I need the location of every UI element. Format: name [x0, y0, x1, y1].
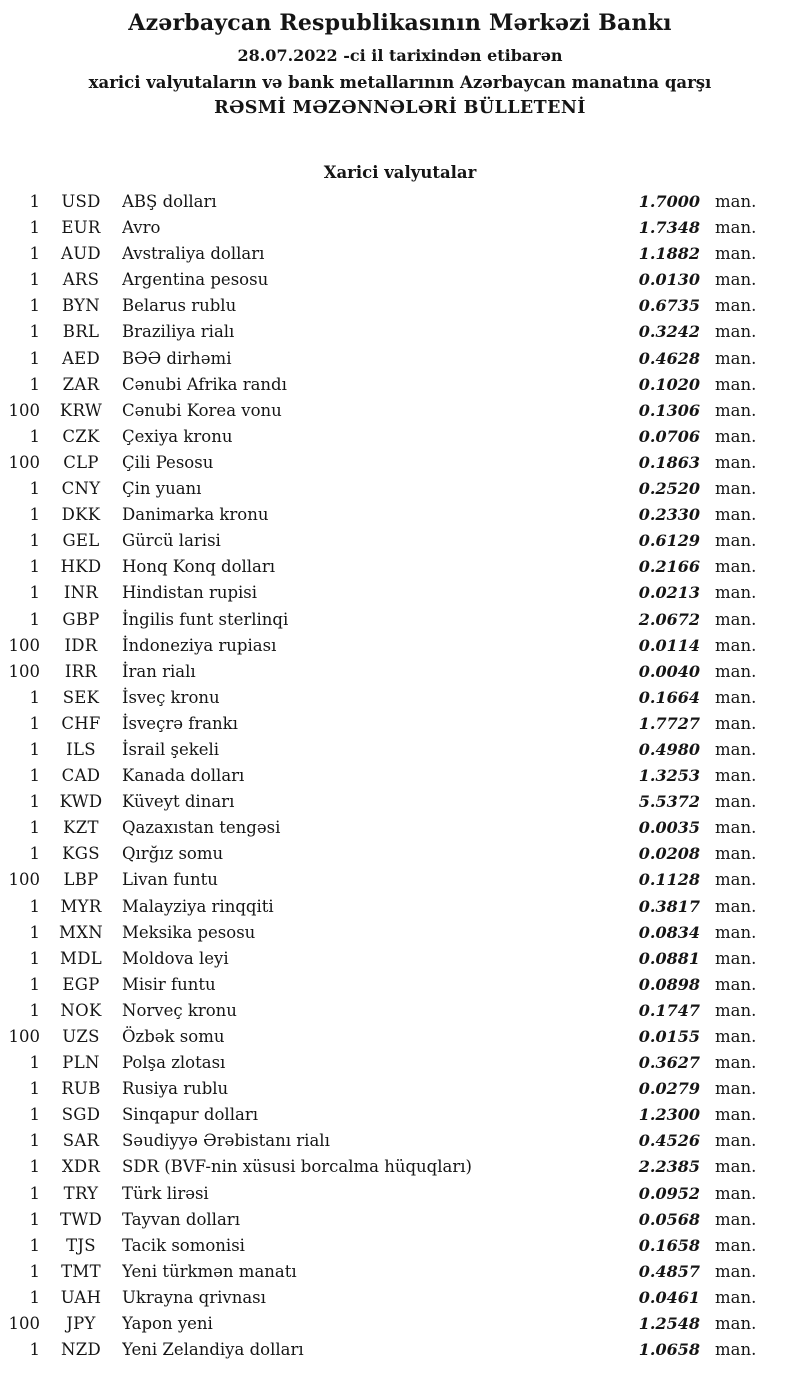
- currency-name: Səudiyyə Ərəbistanı rialı: [122, 1131, 330, 1151]
- currency-quantity: 1: [29, 844, 40, 864]
- currency-name: Çili Pesosu: [122, 452, 214, 472]
- currency-quantity: 1: [29, 1053, 40, 1073]
- currency-quantity: 1: [29, 1000, 40, 1020]
- currency-quantity: 1: [29, 1287, 40, 1307]
- currency-code: HKD: [60, 557, 102, 577]
- document-header: [0, 0, 800, 120]
- currency-name: ABŞ dolları: [122, 192, 217, 211]
- table-row: [0, 241, 770, 267]
- currency-code: ILS: [66, 739, 96, 759]
- currency-unit: man.: [715, 192, 757, 211]
- currency-name: Belarus rublu: [122, 296, 237, 316]
- table-row: [0, 998, 770, 1024]
- currency-rate: 0.0035: [638, 818, 700, 838]
- currency-quantity: 1: [29, 218, 40, 238]
- table-row: [0, 1076, 770, 1102]
- table-row: [0, 476, 770, 502]
- currency-rate: 1.7348: [638, 218, 700, 238]
- currency-code: AED: [61, 348, 101, 368]
- table-row: [0, 189, 770, 215]
- currency-name: Ukrayna qrivnası: [122, 1287, 266, 1307]
- currency-rate: 1.2548: [638, 1314, 700, 1334]
- table-row: [0, 633, 770, 659]
- currency-quantity: 1: [29, 792, 40, 812]
- currency-name: Rusiya rublu: [122, 1079, 229, 1099]
- currency-rate: 0.2330: [638, 505, 700, 525]
- table-row: [0, 267, 770, 293]
- currency-unit: man.: [715, 1287, 757, 1307]
- currency-code: TMT: [61, 1261, 101, 1281]
- currency-code: CLP: [63, 452, 99, 472]
- currency-quantity: 1: [29, 1183, 40, 1203]
- currency-code: SAR: [62, 1131, 100, 1151]
- currency-quantity: 100: [8, 400, 40, 420]
- currency-unit: man.: [715, 296, 757, 316]
- currency-rate: 0.0952: [638, 1183, 700, 1203]
- currency-unit: man.: [715, 1079, 757, 1099]
- currency-quantity: 100: [8, 1027, 40, 1046]
- currency-rate: 0.6735: [638, 296, 700, 316]
- currency-quantity: 100: [8, 1314, 40, 1334]
- currency-code: BYN: [61, 296, 101, 316]
- currency-name: Türk lirəsi: [122, 1183, 209, 1203]
- currency-rate: 1.7727: [638, 713, 700, 733]
- currency-code: NZD: [60, 1340, 102, 1360]
- currency-rate: 0.0130: [638, 270, 700, 290]
- currency-unit: man.: [715, 792, 757, 812]
- currency-rate: 1.2300: [638, 1105, 700, 1125]
- currency-name: Tayvan dolları: [122, 1209, 240, 1229]
- currency-code: SGD: [61, 1105, 101, 1125]
- currency-quantity: 1: [29, 1261, 40, 1281]
- currency-rate: 0.6129: [638, 531, 700, 551]
- table-row: [0, 711, 770, 737]
- currency-code: CAD: [61, 766, 101, 786]
- currency-rate: 0.0881: [638, 948, 700, 968]
- currency-quantity: 1: [29, 766, 40, 786]
- currency-name: Yeni türkmən manatı: [122, 1261, 297, 1281]
- currency-code: KGS: [62, 844, 100, 864]
- table-row: [0, 1102, 770, 1128]
- currency-unit: man.: [715, 1183, 757, 1203]
- currency-name: Polşa zlotası: [122, 1053, 226, 1073]
- currency-quantity: 1: [29, 1340, 40, 1360]
- currency-name: Cənubi Korea vonu: [122, 400, 282, 420]
- currency-rate: 0.0155: [638, 1027, 700, 1046]
- currency-quantity: 1: [29, 1157, 40, 1177]
- currency-name: BƏƏ dirhəmi: [122, 348, 232, 368]
- table-row: [0, 659, 770, 685]
- exchange-rates-table: [0, 189, 800, 1363]
- currency-name: İsveçrə frankı: [122, 713, 238, 733]
- currency-code: KRW: [59, 400, 103, 420]
- currency-quantity: 1: [29, 426, 40, 446]
- currency-unit: man.: [715, 426, 757, 446]
- currency-code: ZAR: [62, 374, 100, 394]
- currency-quantity: 100: [8, 635, 40, 655]
- currency-unit: man.: [715, 609, 757, 629]
- currency-code: TWD: [59, 1209, 103, 1229]
- currency-quantity: 1: [29, 818, 40, 838]
- currency-name: Çin yuanı: [122, 479, 202, 499]
- currency-code: LBP: [63, 870, 99, 890]
- currency-name: İngilis funt sterlinqi: [122, 609, 289, 629]
- currency-unit: man.: [715, 1000, 757, 1020]
- currency-quantity: 1: [29, 948, 40, 968]
- currency-rate: 0.3627: [638, 1053, 700, 1073]
- bank-name-title: Azərbaycan Respublikasının Mərkəzi Bankı: [128, 10, 672, 36]
- currency-name: Cənubi Afrika randı: [122, 374, 287, 394]
- table-row: [0, 1181, 770, 1207]
- currency-quantity: 1: [29, 922, 40, 942]
- currency-name: SDR (BVF-nin xüsusi borcalma hüquqları): [122, 1157, 472, 1177]
- currency-rate: 0.1747: [638, 1000, 700, 1020]
- table-row: [0, 1311, 770, 1337]
- currency-quantity: 1: [29, 609, 40, 629]
- currency-name: Malayziya rinqqiti: [122, 896, 274, 916]
- table-row: [0, 528, 770, 554]
- currency-name: İndoneziya rupiası: [122, 635, 277, 655]
- table-row: [0, 398, 770, 424]
- table-row: [0, 1050, 770, 1076]
- currency-rate: 0.2520: [638, 479, 700, 499]
- currency-unit: man.: [715, 1027, 757, 1046]
- currency-code: GBP: [62, 609, 100, 629]
- table-row: [0, 737, 770, 763]
- currency-rate: 0.1664: [638, 687, 700, 707]
- table-row: [0, 346, 770, 372]
- currency-code: GEL: [62, 531, 100, 551]
- currency-code: XDR: [61, 1157, 101, 1177]
- currency-unit: man.: [715, 661, 757, 681]
- currency-quantity: 100: [8, 661, 40, 681]
- currency-unit: man.: [715, 1235, 757, 1255]
- bulletin-subtitle: xarici valyutaların və bank metallarının Azərbaycan manatına qarşı: [88, 73, 712, 92]
- currency-unit: man.: [715, 922, 757, 942]
- currency-quantity: 1: [29, 505, 40, 525]
- currency-quantity: 1: [29, 1209, 40, 1229]
- currency-name: Sinqapur dolları: [122, 1105, 258, 1125]
- currency-rate: 2.2385: [638, 1157, 700, 1177]
- currency-unit: man.: [715, 1157, 757, 1177]
- currency-code: CNY: [61, 479, 101, 499]
- currency-unit: man.: [715, 635, 757, 655]
- currency-quantity: 100: [8, 452, 40, 472]
- currency-name: Tacik somonisi: [122, 1235, 245, 1255]
- currency-name: Küveyt dinarı: [122, 792, 235, 812]
- table-row: [0, 424, 770, 450]
- currency-code: SEK: [62, 687, 100, 707]
- table-row: [0, 1207, 770, 1233]
- effective-date-line: 28.07.2022 -ci il tarixindən etibarən: [237, 46, 563, 65]
- currency-name: Livan funtu: [122, 870, 218, 890]
- currency-code: DKK: [61, 505, 101, 525]
- table-row: [0, 867, 770, 893]
- currency-unit: man.: [715, 687, 757, 707]
- currency-quantity: 1: [29, 296, 40, 316]
- currency-unit: man.: [715, 974, 757, 994]
- table-row: [0, 319, 770, 345]
- currency-name: Honq Konq dolları: [122, 557, 276, 577]
- table-row: [0, 763, 770, 789]
- currency-rate: 0.4628: [638, 348, 700, 368]
- currency-rate: 0.4980: [638, 739, 700, 759]
- currency-unit: man.: [715, 739, 757, 759]
- table-row: [0, 502, 770, 528]
- currency-rate: 1.1882: [638, 244, 700, 264]
- currency-unit: man.: [715, 531, 757, 551]
- currency-rate: 1.0658: [638, 1340, 700, 1360]
- table-row: [0, 215, 770, 241]
- currency-name: Meksika pesosu: [122, 922, 256, 942]
- table-row: [0, 1154, 770, 1180]
- currency-name: Misir funtu: [122, 974, 216, 994]
- currency-rate: 0.0898: [638, 974, 700, 994]
- currency-unit: man.: [715, 505, 757, 525]
- table-row: [0, 554, 770, 580]
- table-row: [0, 1024, 770, 1050]
- currency-unit: man.: [715, 896, 757, 916]
- currency-name: Qırğız somu: [122, 844, 224, 864]
- table-row: [0, 946, 770, 972]
- currency-name: Avstraliya dolları: [122, 244, 265, 264]
- currency-code: TJS: [66, 1235, 96, 1255]
- currency-quantity: 1: [29, 1131, 40, 1151]
- currency-rate: 0.0279: [638, 1079, 700, 1099]
- currency-code: MYR: [60, 896, 102, 916]
- currency-name: Avro: [122, 218, 161, 238]
- currency-name: Çexiya kronu: [122, 426, 233, 446]
- currency-unit: man.: [715, 348, 757, 368]
- currency-rate: 0.0706: [638, 426, 700, 446]
- currency-code: PLN: [62, 1053, 100, 1073]
- currency-rate: 0.0213: [638, 583, 700, 603]
- currency-quantity: 1: [29, 1105, 40, 1125]
- currency-quantity: 1: [29, 374, 40, 394]
- table-row: [0, 372, 770, 398]
- currency-quantity: 1: [29, 1235, 40, 1255]
- currency-rate: 1.7000: [638, 192, 700, 211]
- currency-rate: 2.0672: [638, 609, 700, 629]
- currency-rate: 0.4857: [638, 1261, 700, 1281]
- table-row: [0, 685, 770, 711]
- table-row: [0, 972, 770, 998]
- currency-quantity: 100: [8, 870, 40, 890]
- currency-quantity: 1: [29, 348, 40, 368]
- currency-quantity: 1: [29, 531, 40, 551]
- currency-code: AUD: [61, 244, 101, 264]
- table-row: [0, 607, 770, 633]
- currency-rate: 0.0834: [638, 922, 700, 942]
- currency-unit: man.: [715, 948, 757, 968]
- currency-name: Braziliya rialı: [122, 322, 235, 342]
- table-row: [0, 920, 770, 946]
- currency-code: BRL: [62, 322, 100, 342]
- currency-rate: 0.0208: [638, 844, 700, 864]
- currency-code: JPY: [66, 1314, 96, 1334]
- currency-rate: 0.3817: [638, 896, 700, 916]
- currency-code: CHF: [61, 713, 101, 733]
- currency-quantity: 1: [29, 244, 40, 264]
- currency-code: UZS: [62, 1027, 100, 1046]
- currency-rate: 0.0568: [638, 1209, 700, 1229]
- currency-name: Argentina pesosu: [122, 270, 269, 290]
- currency-rate: 0.0461: [638, 1287, 700, 1307]
- currency-unit: man.: [715, 1340, 757, 1360]
- currency-name: Moldova leyi: [122, 948, 229, 968]
- currency-unit: man.: [715, 452, 757, 472]
- currency-code: EUR: [61, 218, 101, 238]
- currency-code: TRY: [63, 1183, 99, 1203]
- currency-rate: 0.1128: [638, 870, 700, 890]
- currency-rate: 0.4526: [638, 1131, 700, 1151]
- table-row: [0, 580, 770, 606]
- currency-name: Yeni Zelandiya dolları: [122, 1340, 304, 1360]
- currency-quantity: 1: [29, 322, 40, 342]
- currency-rate: 0.0040: [638, 661, 700, 681]
- currency-code: RUB: [61, 1079, 101, 1099]
- currency-code: KZT: [63, 818, 99, 838]
- currency-name: Danimarka kronu: [122, 505, 269, 525]
- currency-quantity: 1: [29, 1079, 40, 1099]
- currency-rate: 5.5372: [638, 792, 700, 812]
- currency-quantity: 1: [29, 896, 40, 916]
- currency-name: Gürcü larisi: [122, 531, 221, 551]
- currency-unit: man.: [715, 713, 757, 733]
- currency-rate: 0.1658: [638, 1235, 700, 1255]
- currency-quantity: 1: [29, 479, 40, 499]
- currency-unit: man.: [715, 1053, 757, 1073]
- table-row: [0, 1128, 770, 1154]
- currency-unit: man.: [715, 479, 757, 499]
- currency-rate: 0.2166: [638, 557, 700, 577]
- bulletin-title: RƏSMİ MƏZƏNNƏLƏRİ BÜLLETENİ: [214, 98, 586, 118]
- section-title-foreign-currencies: Xarici valyutalar: [323, 163, 477, 182]
- currency-unit: man.: [715, 557, 757, 577]
- currency-code: MXN: [59, 922, 103, 942]
- currency-rate: 1.3253: [638, 766, 700, 786]
- currency-code: INR: [63, 583, 99, 603]
- currency-unit: man.: [715, 244, 757, 264]
- currency-unit: man.: [715, 1261, 757, 1281]
- currency-quantity: 1: [29, 192, 40, 211]
- table-row: [0, 789, 770, 815]
- table-row: [0, 293, 770, 319]
- currency-quantity: 1: [29, 270, 40, 290]
- currency-name: Özbək somu: [122, 1027, 225, 1046]
- currency-code: ARS: [62, 270, 100, 290]
- currency-quantity: 1: [29, 713, 40, 733]
- currency-name: İsrail şekeli: [122, 739, 220, 759]
- table-row: [0, 841, 770, 867]
- currency-rate: 0.1306: [638, 400, 700, 420]
- currency-name: Kanada dolları: [122, 766, 245, 786]
- currency-quantity: 1: [29, 974, 40, 994]
- currency-name: İran rialı: [122, 661, 196, 681]
- table-row: [0, 1337, 770, 1363]
- currency-unit: man.: [715, 766, 757, 786]
- currency-name: Qazaxıstan tengəsi: [122, 818, 281, 838]
- currency-name: Norveç kronu: [122, 1000, 237, 1020]
- currency-unit: man.: [715, 218, 757, 238]
- currency-name: Yapon yeni: [122, 1314, 213, 1334]
- currency-code: CZK: [62, 426, 100, 446]
- currency-unit: man.: [715, 844, 757, 864]
- currency-rate: 0.3242: [638, 322, 700, 342]
- currency-unit: man.: [715, 583, 757, 603]
- currency-code: IRR: [64, 661, 98, 681]
- table-row: [0, 815, 770, 841]
- table-row: [0, 894, 770, 920]
- currency-quantity: 1: [29, 739, 40, 759]
- table-row: [0, 450, 770, 476]
- currency-rate: 0.0114: [638, 635, 700, 655]
- currency-quantity: 1: [29, 687, 40, 707]
- table-row: [0, 1233, 770, 1259]
- currency-rate: 0.1020: [638, 374, 700, 394]
- currency-code: UAH: [60, 1287, 102, 1307]
- currency-unit: man.: [715, 1105, 757, 1125]
- currency-unit: man.: [715, 870, 757, 890]
- currency-quantity: 1: [29, 557, 40, 577]
- currency-unit: man.: [715, 1314, 757, 1334]
- currency-code: MDL: [60, 948, 102, 968]
- currency-code: USD: [61, 192, 101, 211]
- currency-unit: man.: [715, 322, 757, 342]
- table-row: [0, 1285, 770, 1311]
- currency-name: Hindistan rupisi: [122, 583, 258, 603]
- currency-unit: man.: [715, 374, 757, 394]
- currency-code: NOK: [60, 1000, 102, 1020]
- currency-code: EGP: [62, 974, 100, 994]
- table-row: [0, 1259, 770, 1285]
- currency-unit: man.: [715, 818, 757, 838]
- currency-unit: man.: [715, 1209, 757, 1229]
- currency-rate: 0.1863: [638, 452, 700, 472]
- currency-unit: man.: [715, 1131, 757, 1151]
- currency-code: KWD: [59, 792, 103, 812]
- currency-unit: man.: [715, 400, 757, 420]
- currency-name: İsveç kronu: [122, 687, 220, 707]
- currency-unit: man.: [715, 270, 757, 290]
- currency-quantity: 1: [29, 583, 40, 603]
- currency-code: IDR: [64, 635, 98, 655]
